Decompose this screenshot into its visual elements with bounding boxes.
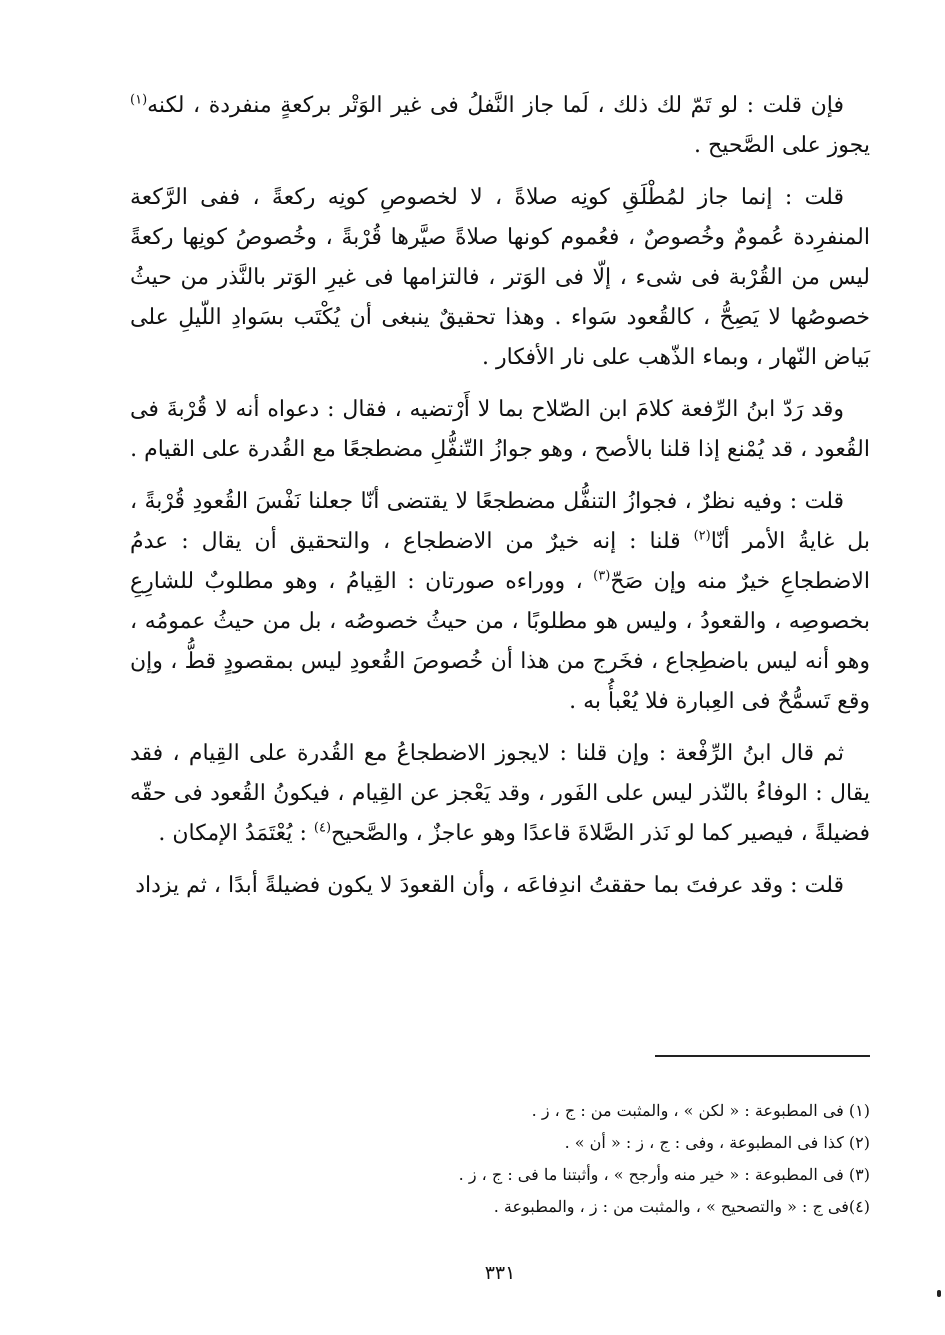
paragraph-5-tail: : يُعْتَمَدُ الإمكان . [158, 821, 314, 846]
footnote-divider [655, 1055, 870, 1057]
paragraph-3 [130, 390, 870, 470]
paragraph-6-text: قلت : وقد عرفتَ بما حققتُ اندِفاعَه ، وأن القعودَ لا يكون فضيلةً أبدًا ، ثم يزداد [135, 873, 844, 898]
footnote-2: (٢) كذا فى المطبوعة ، وفى : ج ، ز : « أن » . [564, 1133, 870, 1152]
footnote-ref-1: (١) [130, 92, 148, 108]
paragraph-5 [130, 734, 870, 854]
paragraph-5-text: ثم قال ابنُ الرِّفْعة : وإن قلنا : لايجوز الاضطجاعُ مع القُدرة على القِيام ، فقد يقال : الوفاءُ بالنّذر ليس على الفَور ، وقد يَعْجز عن القِيام ، فيكونُ القُعود فى حقّه فضيلةً ، فيصير كما لو نَذر الصَّلاةَ قاعدًا وهو عاجزٌ ، والصَّحيح [130, 741, 870, 846]
footnote-ref-2: (٢) [693, 528, 711, 544]
main-text [130, 86, 870, 918]
paragraph-1-tail: يجوز على الصَّحيح . [694, 133, 870, 158]
footnote-ref-4: (٤) [313, 820, 332, 836]
paragraph-1-text: فإن قلت : لو تَمّ لك ذلك ، لَما جاز النَّفلُ فى غير الوَتْر بركعةٍ منفردة ، لكنه [147, 93, 844, 118]
footnote-ref-3: (٣) [593, 568, 611, 584]
page-number: ٣٣١ [484, 1262, 516, 1284]
paragraph-6 [130, 866, 870, 906]
footnote-3: (٣) فى المطبوعة : « خير منه وأرجح » ، وأثبتنا ما فى : ج ، ز . [458, 1165, 870, 1184]
scan-mark [937, 1290, 941, 1297]
paragraph-4-tail: قلنا : إنه خيرٌ من الاضطجاع ، والتحقيق أن يقال : عدمُ الاضطجاعِ خيرٌ منه وإن صَحّ [130, 529, 870, 594]
paragraph-2 [130, 178, 870, 378]
paragraph-2-text: قلت : إنما جاز لمُطْلَقِ كونِه صلاةً ، لا لخصوصِ كونِه ركعةً ، ففى الرَّكعة المنفرِدة عُمومٌ وخُصوصٌ ، فعُموم كونها صلاةً صيَّرها قُرْبةً ، وخُصوصُ كونِها ركعةً ليس من القُرْبة فى شىء ، إلّا فى الوَتر ، فالتزامها فى غيرِ الوَتر بالنَّذر من حيثُ خصوصُها لا يَصِحُّ ، كالقُعود سَواء . وهذا تحقيقٌ ينبغى أن يُكْتَب بسَوادِ اللّيلِ على بَياض النّهار ، وبماء الذّهب على نار الأفكار . [130, 185, 870, 370]
footnotes [300, 1095, 870, 1223]
paragraph-4-text: قلت : وفيه نظرٌ ، فجوازُ التنفُّل مضطجعًا لا يقتضى أنّا جعلنا نَفْسَ القُعودِ قُرْبةً ، بل غايةُ الأمر أنّا [130, 489, 870, 554]
paragraph-1 [130, 86, 870, 166]
footnote-1: (١) فى المطبوعة : « لكن » ، والمثبت من : ج ، ز . [531, 1101, 870, 1120]
footnote-4: (٤)فى ج : « والتصحيح » ، والمثبت من : ز ، والمطبوعة . [493, 1197, 870, 1216]
paragraph-3-text: وقد رَدّ ابنُ الرِّفعة كلامَ ابن الصّلاح بما لا أَرْتضيه ، فقال : دعواه أنه لا قُرْبةَ فى القُعود ، قد يُمْنع إذا قلنا بالأصح ، وهو جوازُ التّنفُّلِ مضطجعًا مع القُدرة على القيام . [130, 397, 870, 462]
paragraph-4-tail-2: ، ووراءه صورتان : القِيامُ ، وهو مطلوبٌ للشارِعِ بخصوصِه ، والقعودُ ، وليس هو مطلوبًا ، من حيثُ خصوصُه ، بل من حيثُ عمومُه ، وهو أنه ليس باضطِجاع ، فخَرج من هذا أن خُصوصَ القُعودِ ليس بمقصودٍ قطُّ ، وإن وقع تَسمُّحٌ فى العِبارة فلا يُعْبأُ به . [130, 569, 870, 714]
paragraph-4 [130, 482, 870, 722]
